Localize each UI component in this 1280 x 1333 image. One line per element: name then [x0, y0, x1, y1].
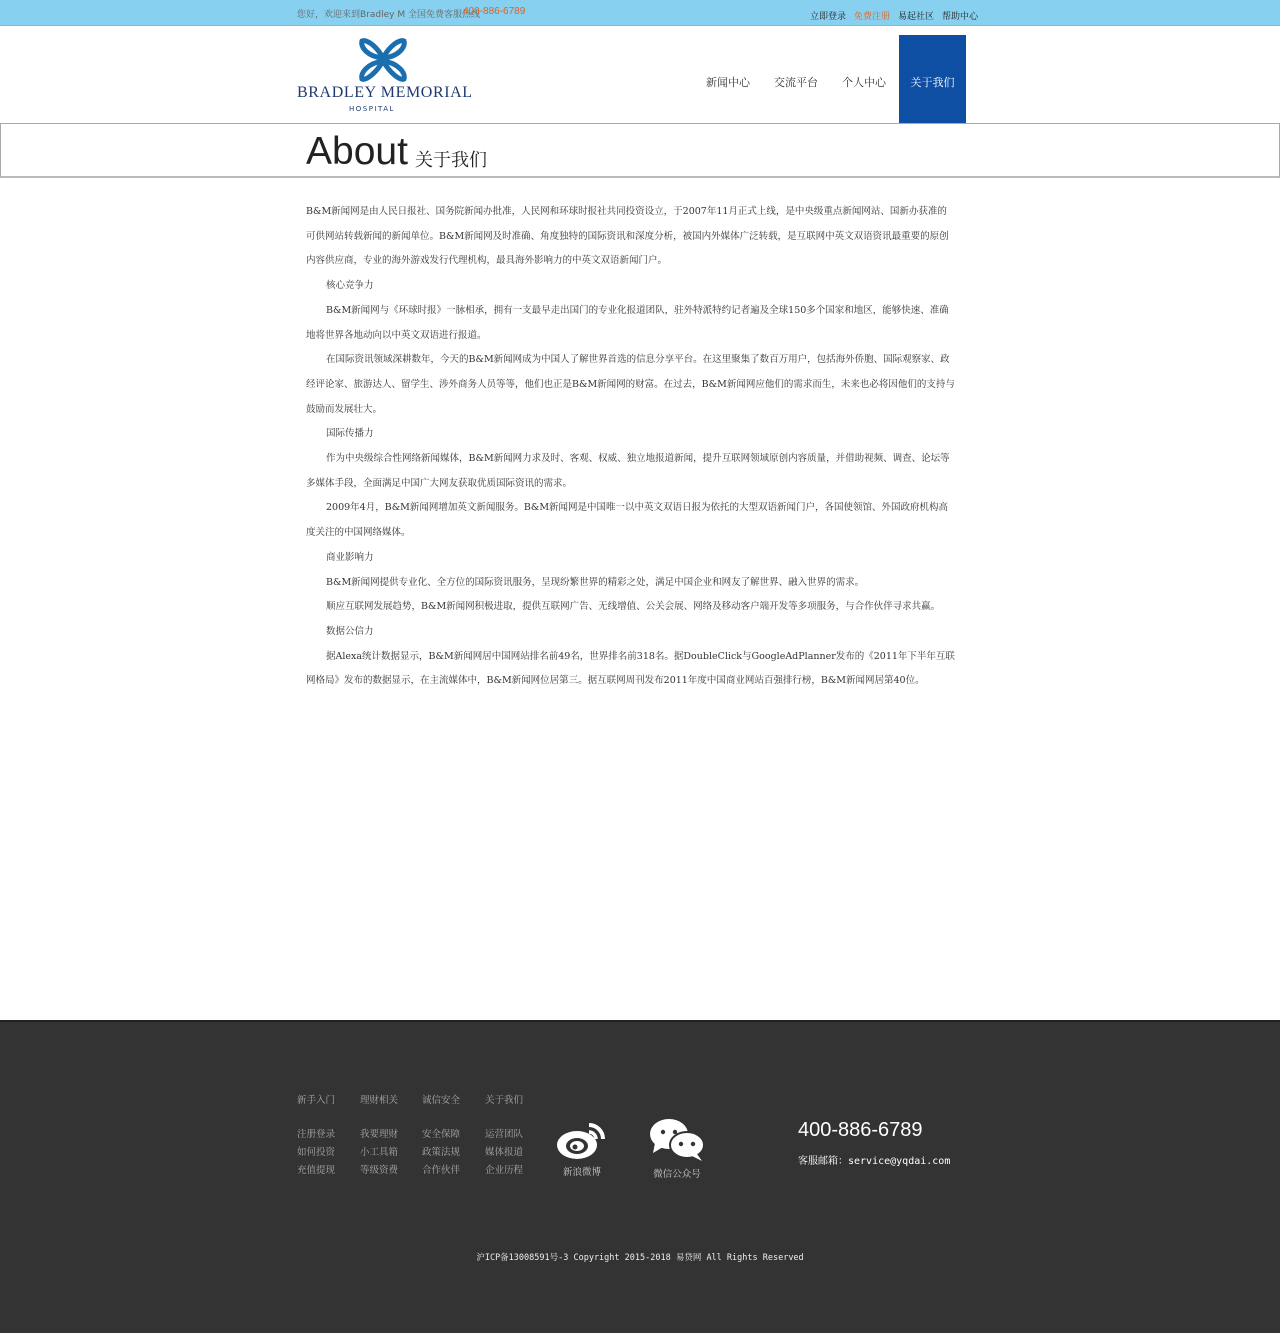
paragraph: 作为中央级综合性网络新闻媒体，B&M新闻网力求及时、客观、权威、独立地报道新闻，提升互联网领域原创内容质量，并借助视频、调查、论坛等多媒体手段，全面满足中国广大网友获取优质国际资讯的需求。	[306, 453, 950, 489]
footer-email: 客服邮箱：service@yqdai.com	[798, 1156, 951, 1167]
footer-link[interactable]: 小工具箱	[360, 1147, 399, 1158]
footer-column-security	[422, 1092, 460, 1180]
footer-link[interactable]: 合作伙伴	[422, 1165, 461, 1176]
footer-link[interactable]: 充值提现	[297, 1165, 336, 1176]
hotline-number: 400-886-6789	[463, 6, 526, 17]
paragraph: B&M新闻网与《环球时报》一脉相承，拥有一支最早走出国门的专业化报道团队，驻外特派特约记者遍及全球150多个国家和地区，能够快速、准确地将世界各地动向以中英文双语进行报道。	[306, 304, 949, 341]
section-heading: 核心竞争力	[326, 280, 374, 292]
about-content	[306, 200, 956, 694]
paragraph: 顺应互联网发展趋势，B&M新闻网积极进取，提供互联网广告、无线增值、公关会展、网络及移动客户端开发等多项服务，与合作伙伴寻求共赢。	[326, 601, 941, 613]
welcome-text: 您好，欢迎来到Bradley M 全国免费客服热线	[297, 10, 480, 20]
footer-link[interactable]: 媒体报道	[485, 1147, 524, 1158]
footer-column-heading[interactable]: 关于我们	[485, 1095, 524, 1106]
weibo-label: 新浪微博	[562, 1167, 601, 1178]
top-bar	[0, 0, 1280, 26]
butterfly-logo-icon	[358, 37, 408, 83]
footer-column-heading[interactable]: 诚信安全	[422, 1095, 461, 1106]
footer-link[interactable]: 政策法规	[422, 1147, 461, 1158]
paragraph: B&M新闻网提供专业化、全方位的国际资讯服务，呈现纷繁世界的精彩之处，满足中国企业和网友了解世界、融入世界的需求。	[326, 576, 865, 588]
nav-item-personal[interactable]: 个人中心	[842, 75, 886, 89]
footer-link[interactable]: 安全保障	[422, 1129, 461, 1140]
nav-item-news[interactable]: 新闻中心	[706, 75, 750, 89]
footer-link[interactable]: 运营团队	[485, 1129, 524, 1140]
wechat-label: 微信公众号	[653, 1169, 701, 1180]
footer-link[interactable]: 我要理财	[360, 1129, 399, 1140]
section-heading: 国际传播力	[326, 428, 374, 440]
weibo-link[interactable]	[554, 1117, 610, 1178]
copyright: 沪ICP备13008591号-3 Copyright 2015-2018 易贷网 All Rights Reserved	[476, 1253, 804, 1263]
wechat-icon	[647, 1117, 707, 1163]
footer-link[interactable]: 企业历程	[485, 1165, 524, 1176]
paragraph: 据Alexa统计数据显示，B&M新闻网居中国网站排名前49名，世界排名前318名。据DoubleClick与GoogleAdPlanner发布的《2011年下半年互联网格局》发布的数据显示，在主流媒体中，B&M新闻网位居第三。据互联网周刊发布2011年度中国商业网站百强排行榜，B&M新闻网居第40位。	[306, 650, 955, 687]
nav-item-about[interactable]: 关于我们	[899, 35, 966, 128]
weibo-icon	[555, 1117, 609, 1161]
paragraph: 2009年4月，B&M新闻网增加英文新闻服务。B&M新闻网是中国唯一以中英文双语日报为依托的大型双语新闻门户，各国使领馆、外国政府机构高度关注的中国网络媒体。	[306, 502, 949, 539]
footer-column-about	[485, 1092, 523, 1180]
footer	[0, 1020, 1280, 1333]
section-heading: 商业影响力	[326, 551, 374, 563]
footer-link[interactable]: 等级资费	[360, 1165, 399, 1176]
header	[0, 27, 1280, 124]
page-title: About	[306, 130, 408, 173]
footer-column-heading[interactable]: 理财相关	[360, 1095, 399, 1106]
page-subtitle: 关于我们	[415, 150, 487, 171]
login-link[interactable]: 立即登录	[810, 12, 847, 22]
paragraph: 在国际资讯领域深耕数年，今天的B&M新闻网成为中国人了解世界首选的信息分享平台。在这里聚集了数百万用户，包括海外侨胞、国际观察家、政经评论家、旅游达人、留学生、涉外商务人员等等，他们也正是B&M新闻网的财富。在过去，B&M新闻网应他们的需求而生，未来也必将因他们的支持与鼓励而发展壮大。	[306, 354, 955, 415]
logo-subtitle: HOSPITAL	[349, 105, 395, 113]
footer-column-finance	[360, 1092, 398, 1180]
page-title-bar	[0, 123, 1280, 178]
logo-name: BRADLEY MEMORIAL	[297, 84, 473, 101]
paragraph: B&M新闻网是由人民日报社、国务院新闻办批准，人民网和环球时报社共同投资设立，于2007年11月正式上线，是中央级重点新闻网站、国新办获准的可供网站转载新闻的新闻单位。B&M新闻网及时准确、角度独特的国际资讯和深度分析，被国内外媒体广泛转载，是互联网中英文双语资讯最重要的原创内容供应商，专业的海外游戏发行代理机构，最具海外影响力的中英文双语新闻门户。	[306, 206, 949, 267]
section-heading: 数据公信力	[326, 625, 374, 637]
footer-link[interactable]: 如何投资	[297, 1147, 336, 1158]
footer-column-heading[interactable]: 新手入门	[297, 1095, 336, 1106]
logo[interactable]	[297, 35, 473, 113]
footer-link[interactable]: 注册登录	[297, 1129, 336, 1140]
wechat-link[interactable]	[646, 1117, 708, 1180]
footer-column-beginner	[297, 1092, 335, 1180]
community-link[interactable]: 易起社区	[898, 12, 935, 22]
top-links	[810, 9, 978, 22]
nav-item-community[interactable]: 交流平台	[774, 75, 818, 89]
register-link[interactable]: 免费注册	[854, 12, 891, 22]
footer-phone: 400-886-6789	[798, 1119, 923, 1141]
help-center-link[interactable]: 帮助中心	[942, 12, 979, 22]
main-nav	[694, 35, 966, 128]
